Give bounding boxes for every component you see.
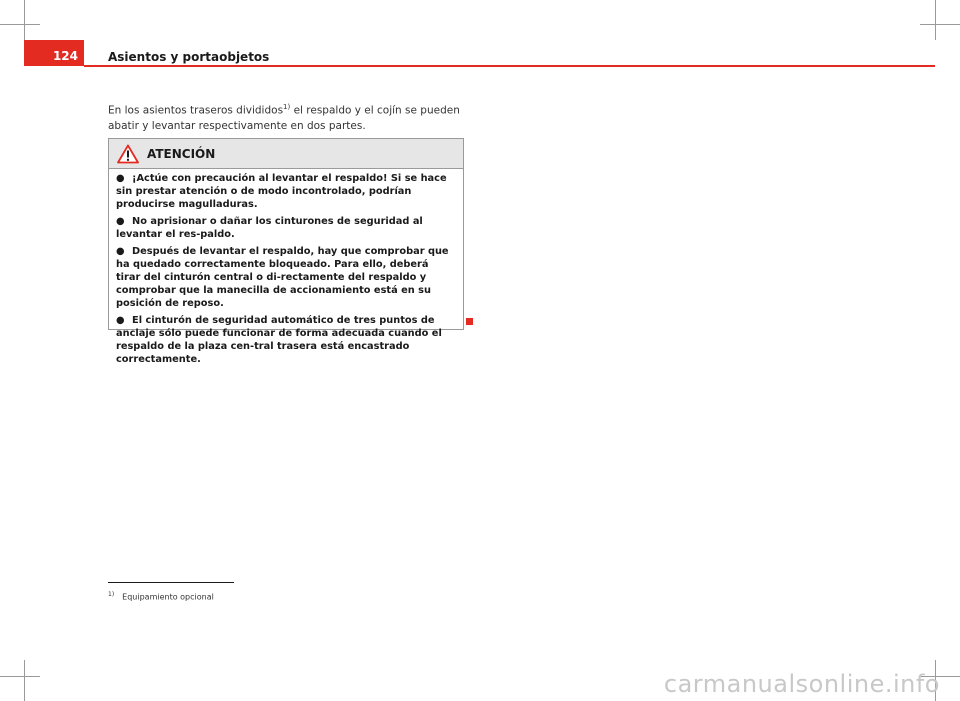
- bullet-icon: ●: [116, 173, 125, 184]
- warning-box: [108, 138, 464, 365]
- footnote-text: Equipamiento opcional: [122, 592, 214, 602]
- footnote-rule: [108, 582, 234, 583]
- crop-mark: [920, 24, 960, 25]
- intro-paragraph: [108, 100, 468, 134]
- bullet-icon: ●: [116, 216, 125, 227]
- warning-item: [116, 172, 453, 211]
- crop-mark: [0, 676, 40, 677]
- footnote-reference[interactable]: 1): [283, 103, 291, 111]
- bullet-icon: ●: [116, 315, 125, 326]
- warning-item: [116, 215, 453, 241]
- warning-item: [116, 314, 453, 366]
- warning-item-text: No aprisionar o dañar los cinturones de seguridad al levantar el res-paldo.: [116, 216, 423, 240]
- crop-mark: [24, 660, 25, 701]
- chapter-title: Asientos y portaobjetos: [108, 50, 270, 64]
- warning-triangle-icon: [117, 144, 139, 164]
- warning-item-text: Después de levantar el respaldo, hay que comprobar que ha quedado correctamente bloqueado. Para ello, deberá tirar del cinturón central o di-rectamente del respaldo y comprobar que la manecilla de accionamiento está en su posición de reposo.: [116, 246, 449, 309]
- bullet-icon: ●: [116, 246, 125, 257]
- warning-title: ATENCIÓN: [147, 146, 216, 161]
- warning-item-text: ¡Actúe con precaución al levantar el respaldo! Si se hace sin prestar atención o de modo incontrolado, podrían producirse magulladuras.: [116, 173, 447, 210]
- warning-header: [109, 139, 463, 169]
- watermark: carmanualsonline.info: [663, 670, 940, 698]
- warning-body: [109, 169, 463, 366]
- footnote-marker: 1): [108, 591, 115, 598]
- section-end-mark: [466, 318, 473, 325]
- crop-mark: [24, 0, 25, 40]
- intro-text-start: En los asientos traseros divididos: [108, 104, 284, 117]
- crop-mark: [0, 24, 40, 25]
- page-number: 124: [24, 40, 84, 66]
- intro-text-end: el respaldo y el cojín se pueden abatir y levantar respectivamente en dos partes.: [108, 104, 460, 132]
- crop-mark: [935, 0, 936, 40]
- header-rule: [84, 65, 935, 67]
- footnote: [108, 590, 214, 603]
- warning-item-text: El cinturón de seguridad automático de tres puntos de anclaje sólo puede funcionar de forma adecuada cuando el respaldo de la plaza cen-tral trasera está encastrado correctamente.: [116, 315, 442, 365]
- warning-item: [116, 245, 453, 310]
